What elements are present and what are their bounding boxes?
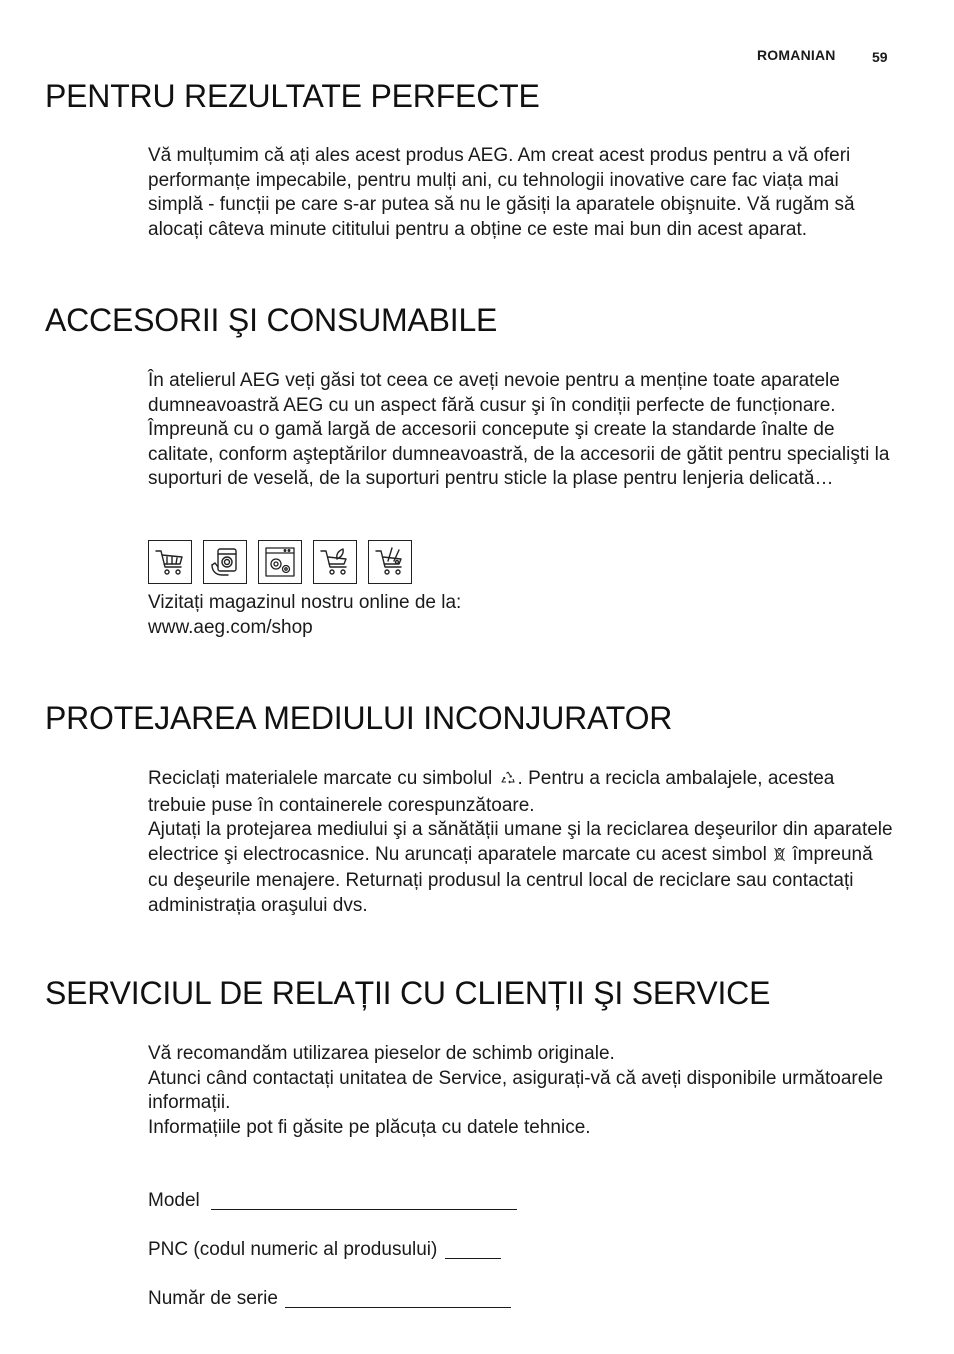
language-label: ROMANIAN (757, 47, 836, 63)
shop-link[interactable]: www.aeg.com/shop (148, 616, 313, 638)
accessory-icons (148, 540, 412, 584)
model-blank[interactable] (211, 1191, 517, 1210)
crossed-bin-icon (774, 845, 785, 870)
serial-label: Număr de serie (148, 1288, 278, 1309)
shopping-cart-icon (148, 540, 192, 584)
section-title-environment: PROTEJAREA MEDIULUI INCONJURATOR (45, 700, 673, 736)
serial-field (148, 1288, 511, 1310)
cart-plant-icon (313, 540, 357, 584)
page-number: 59 (872, 49, 888, 65)
recycle-icon (500, 769, 516, 794)
pnc-label: PNC (codul numeric al produsului) (148, 1239, 438, 1260)
cart-tools-icon (368, 540, 412, 584)
accessories-paragraph: În atelierul AEG veți găsi tot ceea ce aveți nevoie pentru a menține toate aparatele dumneavoastră AEG cu un aspect fără cusur şi în condiții perfecte de funcționare. Împreună cu o gamă largă de accesorii concepute şi create la standarde înalte de calitate, conform aşteptărilor dumneavoastră, de la accesorii de gătit pentru specialişti la suporturi de veselă, de la suporturi pentru sticle la plase pentru lenjeria delicată… (148, 370, 890, 490)
appliance-gear-icon (258, 540, 302, 584)
section-title-perfect-results: PENTRU REZULTATE PERFECTE (45, 78, 540, 114)
section-title-accessories: ACCESORII ŞI CONSUMABILE (45, 302, 498, 338)
service-paragraphs: Vă recomandăm utilizarea pieselor de schimb originale. Atunci când contactați unitatea de Service, asigurați-vă că aveți disponibile următoarele informații. Informațiile pot fi găsite pe plăcuța cu datele tehnice. (148, 1043, 884, 1138)
intro-paragraph: Vă mulțumim că ați ales acest produs AEG. Am creat acest produs pentru a vă oferi performanțe impecabile, pentru mulți ani, cu tehnologii inovative care fac viața mai simplă - funcții pe care s-ar putea să nu le găsiți la aparatele obişnuite. Vă rugăm să alocați câteva minute cititului pentru a obține ce este mai bun din acest aparat. (148, 145, 855, 240)
model-field (148, 1190, 517, 1212)
pnc-field (148, 1239, 501, 1261)
shop-info (148, 591, 893, 640)
environment-paragraph: Reciclați materialele marcate cu simbolul . Pentru a recicla ambalajele, acestea trebuie puse în containerele corespunzătoare. Ajutați la protejarea mediului şi a sănătății umane şi la reciclarea deşeurilor din aparatele electrice şi electrocasnice. Nu aruncați aparatele marcate cu acest simbol împreună cu deşeurile menajere. Returnați produsul la centrul local de reciclare sau contactați administrația oraşului dvs. (148, 768, 893, 916)
washing-machine-care-icon (203, 540, 247, 584)
shop-text: Vizitați magazinul nostru online de la: (148, 592, 462, 613)
pnc-blank[interactable] (445, 1240, 501, 1259)
model-label: Model (148, 1190, 200, 1211)
section-title-customer-service: SERVICIUL DE RELAȚII CU CLIENȚII ŞI SERVICE (45, 975, 771, 1011)
serial-blank[interactable] (285, 1289, 511, 1308)
